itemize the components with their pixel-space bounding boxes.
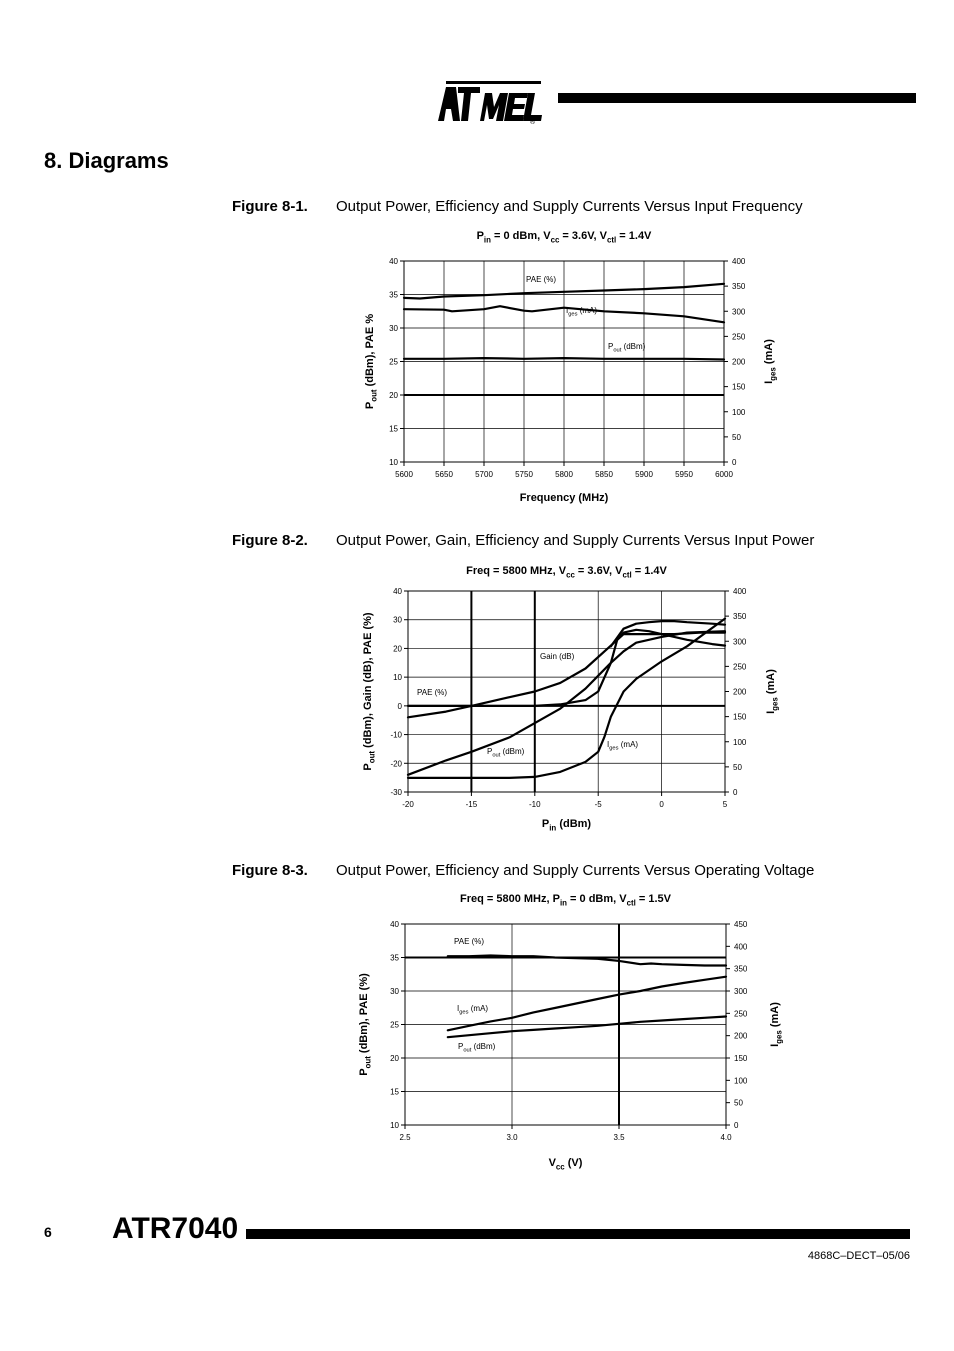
series-line [408,630,725,706]
x-tick-label: 5850 [595,470,613,479]
series-line [448,1017,726,1038]
y2-tick-label: 400 [732,257,746,266]
series-label: $P_{out}$ (dBm) [487,747,525,759]
y-tick-label: 15 [390,1087,399,1097]
y2-tick-label: 50 [732,432,741,442]
figure-caption-3 [232,862,814,879]
x-tick-label: 5600 [395,470,413,479]
chart-title: Freq = 5800 MHz, $V_{cc} = 3.6V$, $V_{ctl} = 1.4V$ [466,565,667,580]
series-line [408,619,725,778]
y2-tick-label: 100 [732,407,746,417]
series-label: $I_{ges}$ (mA) [566,306,598,318]
y2-tick-label: 300 [733,637,747,647]
x-tick-label: 2.5 [399,1133,411,1142]
y2-tick-label: 400 [734,942,748,952]
y2-tick-label: 150 [733,712,747,722]
header-rule [558,93,916,103]
figure-number: Figure 8-1. [232,198,308,215]
document-id: 4868C–DECT–05/06 [807,1250,910,1262]
series-line [448,977,726,1031]
y-tick-label: 40 [393,587,402,596]
y-tick-label: 35 [390,953,399,963]
x-axis-label: $P_{in}$ (dBm) [541,818,592,833]
x-tick-label: -5 [594,800,602,809]
y-tick-label: 25 [390,1020,399,1030]
y-tick-label: 35 [389,290,398,300]
y-tick-label: 30 [393,615,402,625]
y2-tick-label: 450 [734,920,748,929]
x-tick-label: -10 [529,800,541,809]
figure-number: Figure 8-3. [232,862,308,879]
x-tick-label: 5950 [675,470,693,479]
series-label: $P_{out}$ (dBm) [458,1042,496,1054]
x-tick-label: 3.5 [613,1133,625,1142]
y-tick-label: 10 [393,673,402,683]
y-axis-label: $P_{out}$ (dBm), Gain (dB), PAE (%) [362,612,377,771]
x-tick-label: -15 [465,800,478,809]
figure-caption-1 [232,198,803,215]
y2-tick-label: 250 [734,1009,748,1019]
y2-tick-label: 0 [733,788,738,797]
y-tick-label: -30 [390,788,402,797]
figure-caption-text: Output Power, Efficiency and Supply Currents Versus Operating Voltage [336,862,815,879]
y2-tick-label: 250 [733,662,747,672]
y-tick-label: 20 [389,391,398,400]
svg-text:®: ® [530,119,536,125]
y2-axis-label: $I_{ges}$ (mA) [763,339,778,384]
y2-tick-label: 100 [734,1076,748,1086]
y-tick-label: 40 [390,920,399,929]
y-tick-label: -10 [390,730,402,740]
footer-rule [246,1229,910,1239]
chart-title: $P_{in} = 0$ dBm, $V_{cc} = 3.6V$, $V_{ctl} = 1.4V$ [476,230,652,245]
y2-tick-label: 400 [733,587,747,596]
series-label: PAE (%) [454,937,485,946]
x-tick-label: 6000 [715,470,733,479]
y-tick-label: 25 [389,357,398,367]
y2-axis-label: $I_{ges}$ (mA) [765,669,780,714]
y-tick-label: 30 [390,987,399,996]
y-tick-label: -20 [390,759,402,769]
x-tick-label: -20 [402,800,414,809]
y-tick-label: 40 [389,257,398,266]
figure-caption-text: Output Power, Gain, Efficiency and Supply Currents Versus Input Power [336,532,815,549]
x-tick-label: 3.0 [506,1133,518,1142]
y2-tick-label: 200 [733,687,747,697]
y-tick-label: 20 [393,644,402,654]
y2-tick-label: 200 [734,1031,748,1041]
y2-tick-label: 50 [733,762,742,772]
series-label: PAE (%) [526,275,557,284]
y-axis-label: $P_{out}$ (dBm), PAE % [364,313,379,410]
y2-tick-label: 50 [734,1098,743,1108]
series-label: $I_{ges}$ (mA) [607,740,639,752]
x-tick-label: 5750 [515,470,533,479]
figure-caption-text: Output Power, Efficiency and Supply Currents Versus Input Frequency [336,198,803,215]
x-tick-label: 5800 [555,470,573,479]
x-tick-label: 5700 [475,470,493,479]
y2-tick-label: 150 [732,382,746,392]
y2-tick-label: 350 [734,964,748,974]
y2-tick-label: 300 [732,307,746,317]
x-tick-label: 4.0 [720,1133,732,1142]
x-axis-label: $V_{cc}$ (V) [548,1157,583,1172]
y-tick-label: 0 [397,701,402,711]
y2-tick-label: 350 [733,612,747,622]
y2-tick-label: 300 [734,987,748,996]
section-title: 8. Diagrams [44,148,169,173]
chart-output-vs-input-power [0,555,954,845]
atmel-logo [438,75,543,125]
figure-number: Figure 8-2. [232,532,308,549]
y2-tick-label: 0 [732,458,737,467]
y2-axis-label: $I_{ges}$ (mA) [769,1002,784,1047]
series-label: $P_{out}$ (dBm) [608,342,646,354]
y2-tick-label: 350 [732,282,746,292]
y-tick-label: 30 [389,324,398,333]
series-label: Gain (dB) [540,652,575,661]
chart-output-vs-voltage [0,885,954,1180]
y-tick-label: 20 [390,1054,399,1063]
y2-tick-label: 0 [734,1121,739,1130]
y2-tick-label: 200 [732,357,746,367]
x-tick-label: 5 [722,800,728,809]
y2-tick-label: 100 [733,737,747,747]
y-tick-label: 10 [389,458,398,467]
chart-title: Freq = 5800 MHz, $P_{in} = 0$ dBm, $V_{ctl} = 1.5V$ [459,893,672,908]
y2-tick-label: 150 [734,1054,748,1063]
y2-tick-label: 250 [732,332,746,342]
chart-output-vs-frequency [0,220,954,520]
page-number: 6 [44,1224,52,1240]
y-tick-label: 15 [389,424,398,434]
product-name: ATR7040 [112,1212,239,1245]
x-axis-label: Frequency (MHz) [519,492,609,504]
series-label: $I_{ges}$ (mA) [457,1004,489,1016]
x-tick-label: 5650 [435,470,453,479]
y-axis-label: $P_{out}$ (dBm), PAE (%) [358,973,373,1076]
series-label: PAE (%) [417,688,448,697]
x-tick-label: 0 [659,800,664,809]
figure-caption-2 [232,532,814,549]
y-tick-label: 10 [390,1121,399,1130]
x-tick-label: 5900 [635,470,653,479]
